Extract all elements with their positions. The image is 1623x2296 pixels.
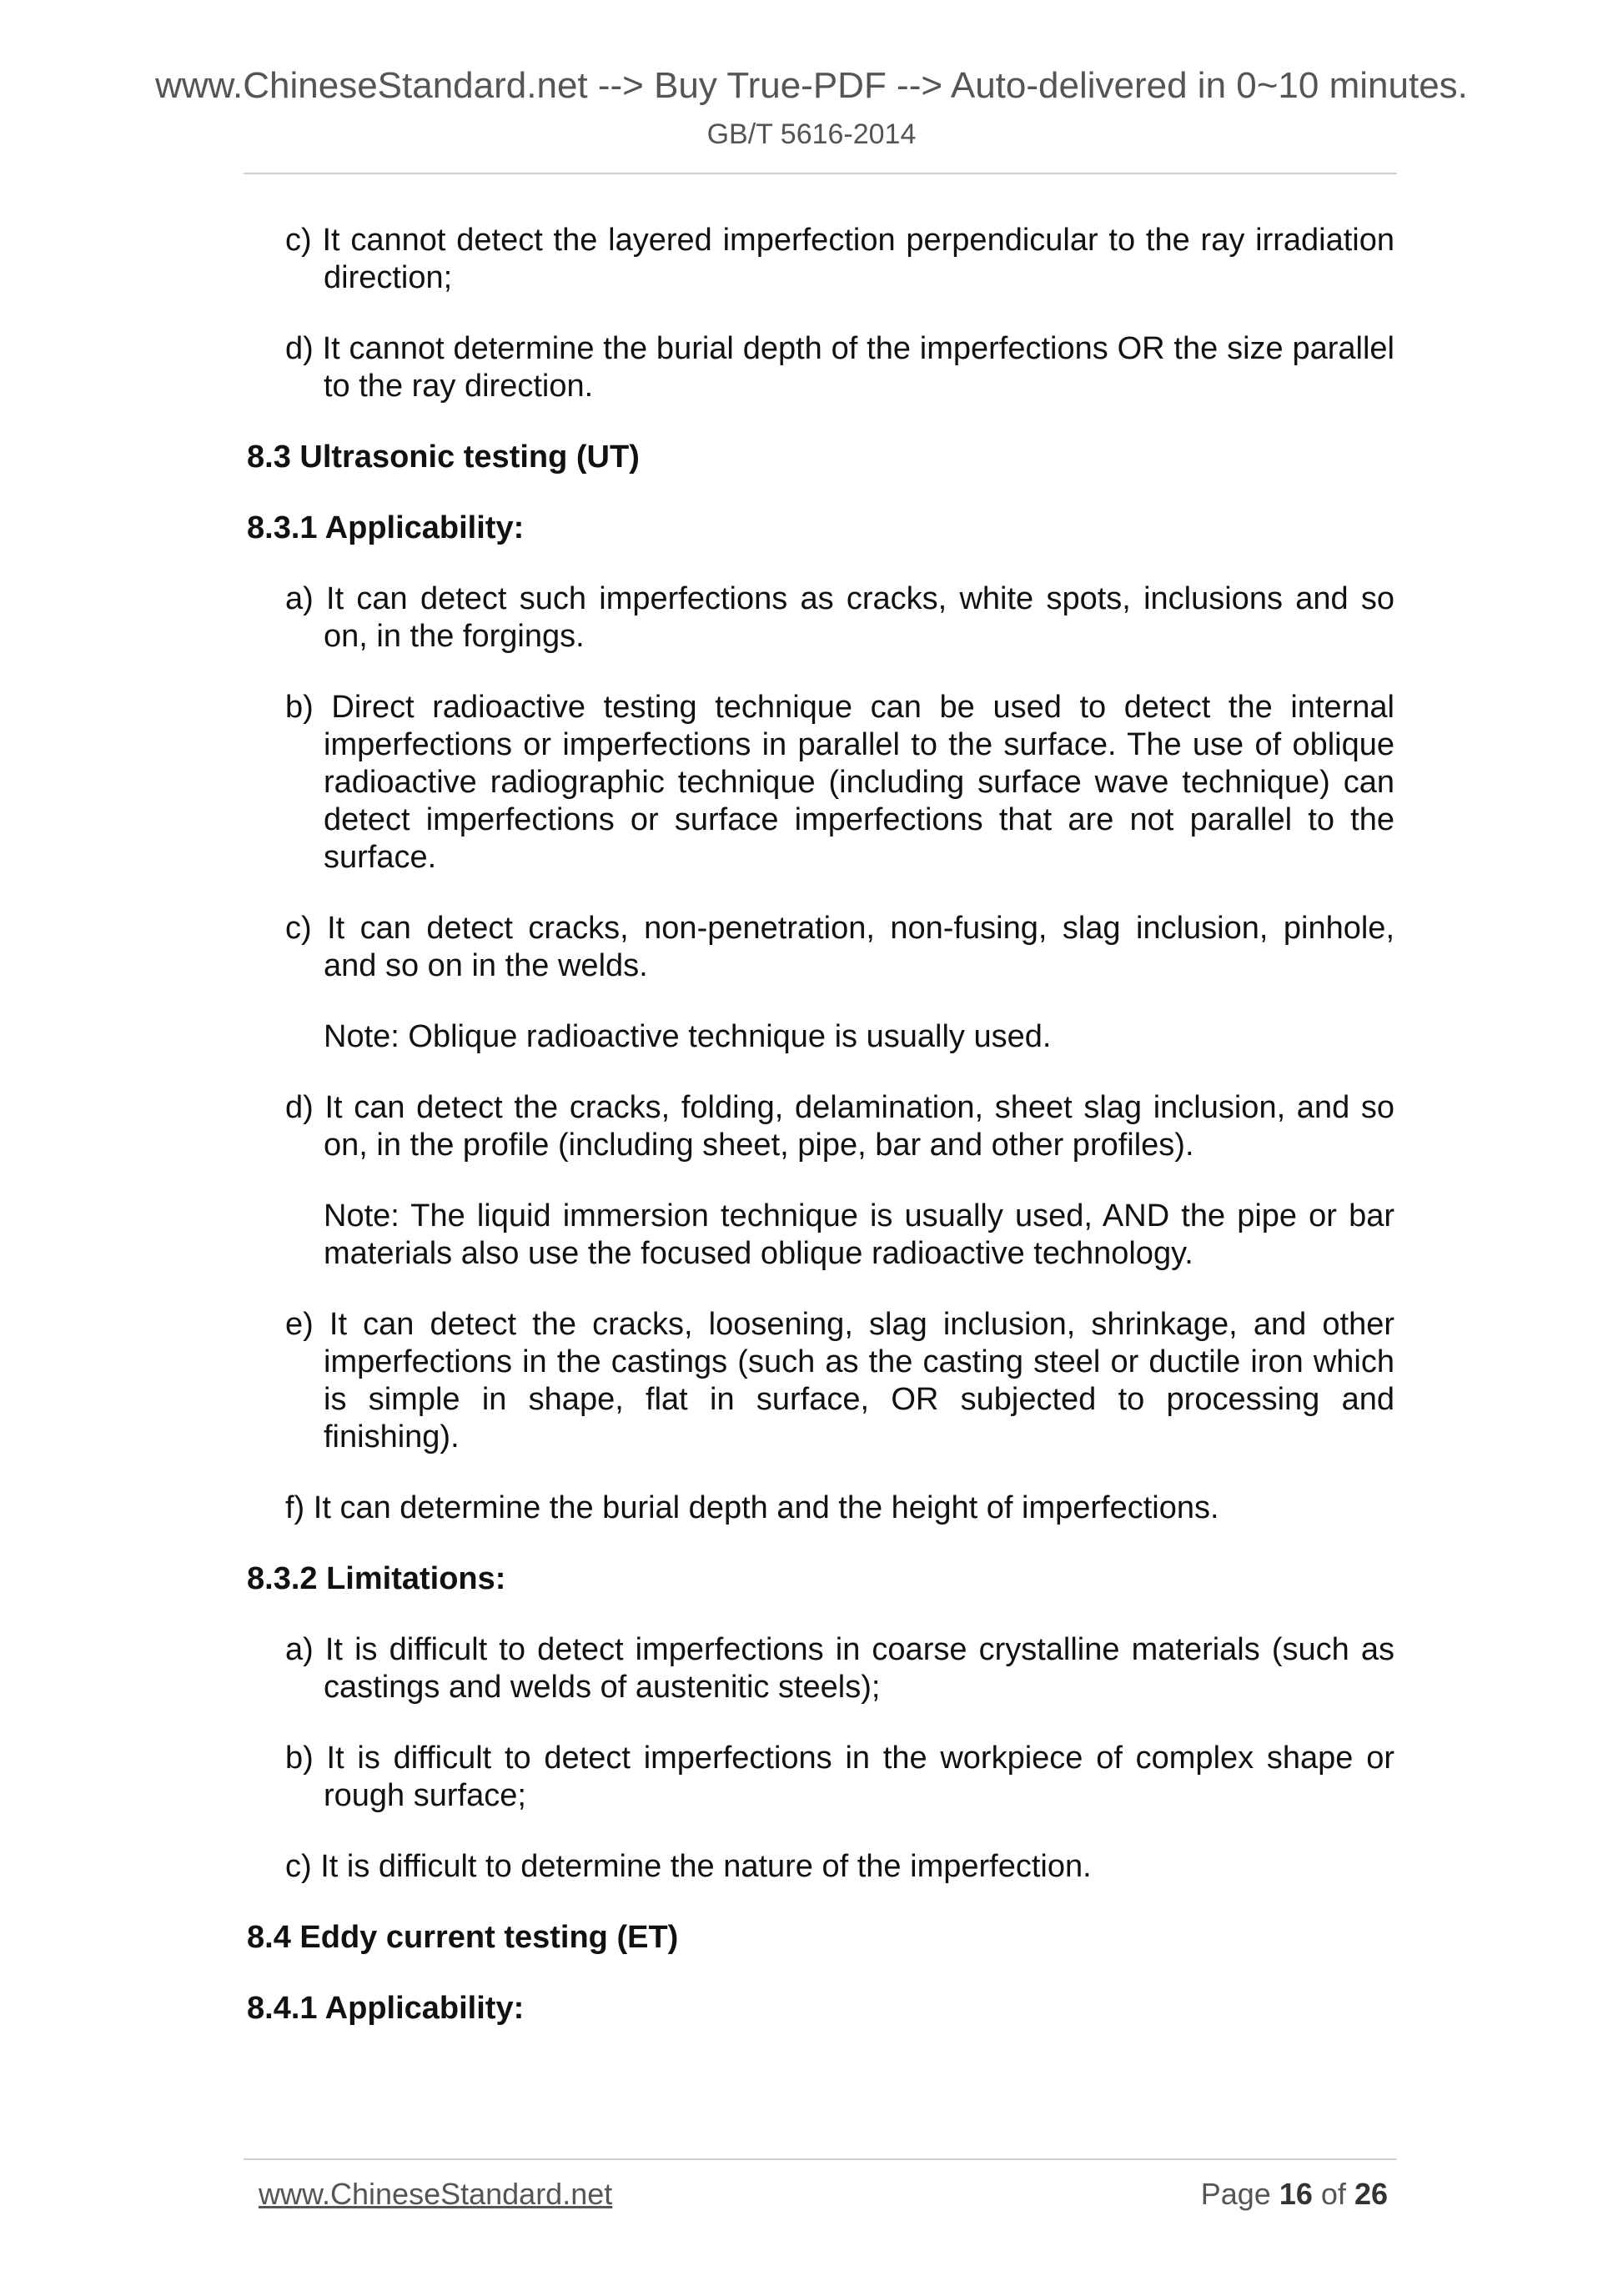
page-total: 26	[1354, 2177, 1388, 2211]
page-current: 16	[1279, 2177, 1313, 2211]
section-heading: 8.4 Eddy current testing (ET)	[247, 1920, 679, 1955]
note: Note: The liquid immersion technique is usually used, AND the pipe or bar materials also use the focused oblique radioactive technology.	[324, 1198, 1394, 1271]
list-item: e) It can detect the cracks, loosening, slag inclusion, shrinkage, and other imperfections in the castings (such as the casting steel or ductile iron which is simple in shape, flat in surface, OR subjected to processing and finishing).	[285, 1307, 1394, 1454]
subsection-heading: 8.3.1 Applicability:	[247, 510, 525, 545]
page-of: of	[1320, 2177, 1346, 2211]
header-divider	[244, 173, 1397, 174]
note: Note: Oblique radioactive technique is usually used.	[324, 1019, 1052, 1054]
list-item: b) It is difficult to detect imperfections in the workpiece of complex shape or rough surface;	[285, 1741, 1394, 1813]
footer-website-link[interactable]: www.ChineseStandard.net	[259, 2177, 613, 2211]
document-body	[247, 222, 1394, 2061]
page-label: Page	[1200, 2177, 1271, 2211]
list-item: c) It is difficult to determine the nature of the imperfection.	[285, 1849, 1092, 1884]
footer-divider	[244, 2158, 1397, 2160]
section-heading: 8.3 Ultrasonic testing (UT)	[247, 440, 640, 475]
list-item: a) It can detect such imperfections as cracks, white spots, inclusions and so on, in the forgings.	[285, 581, 1394, 654]
list-item: f) It can determine the burial depth and the height of imperfections.	[285, 1490, 1219, 1525]
list-item: d) It can detect the cracks, folding, delamination, sheet slag inclusion, and so on, in the profile (including sheet, pipe, bar and other profiles).	[285, 1090, 1394, 1163]
subsection-heading: 8.4.1 Applicability:	[247, 1991, 525, 2026]
standard-number: GB/T 5616-2014	[706, 118, 917, 150]
subsection-heading: 8.3.2 Limitations:	[247, 1561, 506, 1596]
list-item: c) It cannot detect the layered imperfection perpendicular to the ray irradiation direction;	[285, 223, 1394, 295]
list-item: d) It cannot determine the burial depth of the imperfections OR the size parallel to the ray direction.	[285, 331, 1394, 404]
list-item: c) It can detect cracks, non-penetration, non-fusing, slag inclusion, pinhole, and so on in the welds.	[285, 911, 1394, 983]
list-item: a) It is difficult to detect imperfections in coarse crystalline materials (such as castings and welds of austenitic steels);	[285, 1632, 1394, 1705]
header-banner[interactable]: www.ChineseStandard.net --> Buy True-PDF --> Auto-delivered in 0~10 minutes.	[155, 65, 1468, 106]
list-item: b) Direct radioactive testing technique can be used to detect the internal imperfections or imperfections in parallel to the surface. The use of oblique radioactive radiographic technique (including surface wave technique) can detect imperfections or surface imperfections that are not parallel to the surface.	[285, 690, 1394, 875]
page-number	[1201, 2177, 1388, 2212]
